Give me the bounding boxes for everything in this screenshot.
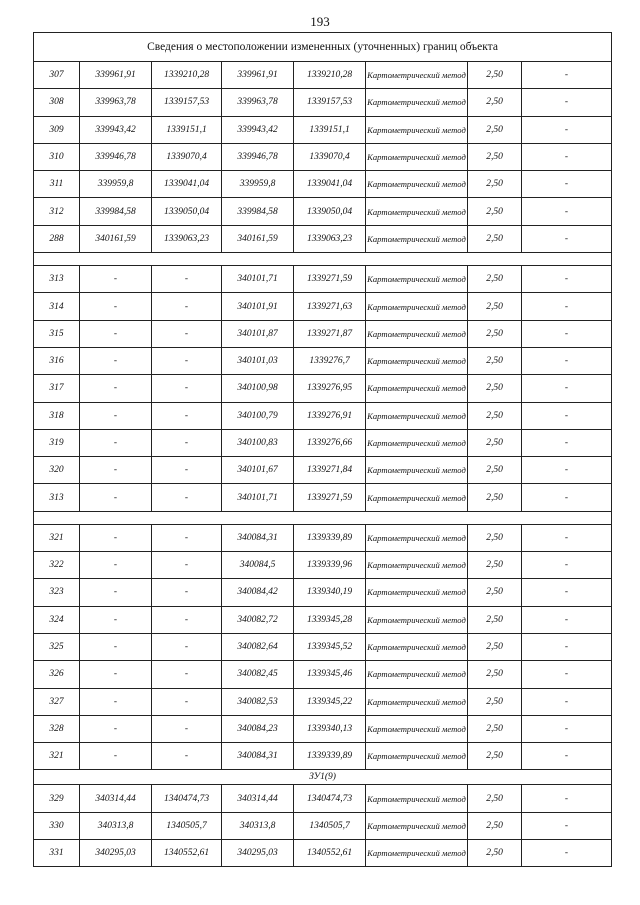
method-cell: Картометрический метод: [366, 484, 468, 511]
table-row: [34, 785, 612, 812]
point-number-cell: 317: [34, 375, 80, 402]
point-number-cell: 321: [34, 743, 80, 770]
y-refined-cell: 1339271,63: [294, 293, 366, 320]
method-cell: Картометрический метод: [366, 743, 468, 770]
table-row: [34, 457, 612, 484]
method-cell: Картометрический метод: [366, 402, 468, 429]
y-existing-cell: -: [152, 688, 222, 715]
y-refined-cell: 1339345,22: [294, 688, 366, 715]
y-refined-cell: 1339151,1: [294, 116, 366, 143]
note-cell: -: [522, 116, 612, 143]
x-existing-cell: -: [80, 524, 152, 551]
y-existing-cell: -: [152, 661, 222, 688]
note-cell: -: [522, 661, 612, 688]
note-cell: -: [522, 143, 612, 170]
accuracy-cell: 2,50: [468, 579, 522, 606]
y-existing-cell: -: [152, 429, 222, 456]
accuracy-cell: 2,50: [468, 840, 522, 867]
y-refined-cell: 1339276,95: [294, 375, 366, 402]
accuracy-cell: 2,50: [468, 375, 522, 402]
x-refined-cell: 340082,64: [222, 633, 294, 660]
y-refined-cell: 1339276,91: [294, 402, 366, 429]
method-cell: Картометрический метод: [366, 840, 468, 867]
point-number-cell: 330: [34, 812, 80, 839]
table-row: [34, 89, 612, 116]
method-cell: Картометрический метод: [366, 375, 468, 402]
x-existing-cell: 340313,8: [80, 812, 152, 839]
point-number-cell: 313: [34, 484, 80, 511]
x-existing-cell: -: [80, 347, 152, 374]
y-existing-cell: -: [152, 552, 222, 579]
x-refined-cell: 339959,8: [222, 171, 294, 198]
table-row: [34, 715, 612, 742]
method-cell: Картометрический метод: [366, 579, 468, 606]
note-cell: -: [522, 402, 612, 429]
point-number-cell: 288: [34, 225, 80, 252]
note-cell: -: [522, 552, 612, 579]
table-row: [34, 743, 612, 770]
y-existing-cell: -: [152, 402, 222, 429]
y-refined-cell: 1339271,59: [294, 266, 366, 293]
table-row: [34, 688, 612, 715]
table-row: [34, 633, 612, 660]
note-cell: -: [522, 171, 612, 198]
note-cell: -: [522, 579, 612, 606]
y-existing-cell: -: [152, 743, 222, 770]
y-existing-cell: 1339070,4: [152, 143, 222, 170]
accuracy-cell: 2,50: [468, 320, 522, 347]
note-cell: -: [522, 347, 612, 374]
y-existing-cell: -: [152, 606, 222, 633]
note-cell: -: [522, 198, 612, 225]
x-existing-cell: 339946,78: [80, 143, 152, 170]
x-existing-cell: 340314,44: [80, 785, 152, 812]
y-existing-cell: -: [152, 320, 222, 347]
note-cell: -: [522, 688, 612, 715]
note-cell: -: [522, 715, 612, 742]
point-number-cell: 324: [34, 606, 80, 633]
accuracy-cell: 2,50: [468, 429, 522, 456]
y-refined-cell: 1339050,04: [294, 198, 366, 225]
x-refined-cell: 340101,87: [222, 320, 294, 347]
x-refined-cell: 340082,53: [222, 688, 294, 715]
y-existing-cell: -: [152, 579, 222, 606]
x-existing-cell: 340295,03: [80, 840, 152, 867]
x-existing-cell: -: [80, 375, 152, 402]
point-number-cell: 320: [34, 457, 80, 484]
x-refined-cell: 339943,42: [222, 116, 294, 143]
point-number-cell: 331: [34, 840, 80, 867]
method-cell: Картометрический метод: [366, 62, 468, 89]
point-number-cell: 328: [34, 715, 80, 742]
accuracy-cell: 2,50: [468, 143, 522, 170]
accuracy-cell: 2,50: [468, 606, 522, 633]
point-number-cell: 310: [34, 143, 80, 170]
y-existing-cell: 1339050,04: [152, 198, 222, 225]
group-separator-row: [34, 253, 612, 266]
x-refined-cell: 340314,44: [222, 785, 294, 812]
x-refined-cell: 340100,79: [222, 402, 294, 429]
note-cell: -: [522, 293, 612, 320]
y-refined-cell: 1339070,4: [294, 143, 366, 170]
accuracy-cell: 2,50: [468, 293, 522, 320]
accuracy-cell: 2,50: [468, 457, 522, 484]
x-refined-cell: 340084,23: [222, 715, 294, 742]
point-number-cell: 309: [34, 116, 80, 143]
x-existing-cell: 339943,42: [80, 116, 152, 143]
method-cell: Картометрический метод: [366, 143, 468, 170]
x-refined-cell: 340101,91: [222, 293, 294, 320]
accuracy-cell: 2,50: [468, 812, 522, 839]
table-row: [34, 143, 612, 170]
accuracy-cell: 2,50: [468, 116, 522, 143]
x-refined-cell: 340295,03: [222, 840, 294, 867]
accuracy-cell: 2,50: [468, 225, 522, 252]
x-refined-cell: 340101,71: [222, 266, 294, 293]
y-refined-cell: 1339271,59: [294, 484, 366, 511]
note-cell: -: [522, 785, 612, 812]
y-existing-cell: -: [152, 293, 222, 320]
y-refined-cell: 1339157,53: [294, 89, 366, 116]
note-cell: -: [522, 62, 612, 89]
x-existing-cell: 339959,8: [80, 171, 152, 198]
accuracy-cell: 2,50: [468, 171, 522, 198]
note-cell: -: [522, 429, 612, 456]
y-refined-cell: 1339063,23: [294, 225, 366, 252]
method-cell: Картометрический метод: [366, 171, 468, 198]
point-number-cell: 311: [34, 171, 80, 198]
accuracy-cell: 2,50: [468, 552, 522, 579]
x-existing-cell: 339963,78: [80, 89, 152, 116]
x-existing-cell: -: [80, 484, 152, 511]
x-existing-cell: -: [80, 633, 152, 660]
table-row: [34, 116, 612, 143]
accuracy-cell: 2,50: [468, 347, 522, 374]
note-cell: -: [522, 457, 612, 484]
x-existing-cell: -: [80, 402, 152, 429]
point-number-cell: 325: [34, 633, 80, 660]
point-number-cell: 307: [34, 62, 80, 89]
accuracy-cell: 2,50: [468, 633, 522, 660]
y-existing-cell: -: [152, 347, 222, 374]
table-row: [34, 812, 612, 839]
x-existing-cell: -: [80, 661, 152, 688]
x-existing-cell: -: [80, 266, 152, 293]
y-refined-cell: 1340505,7: [294, 812, 366, 839]
point-number-cell: 319: [34, 429, 80, 456]
table-row: [34, 402, 612, 429]
group-separator-cell: [34, 253, 612, 266]
point-number-cell: 321: [34, 524, 80, 551]
x-existing-cell: -: [80, 320, 152, 347]
method-cell: Картометрический метод: [366, 429, 468, 456]
x-refined-cell: 339961,91: [222, 62, 294, 89]
y-refined-cell: 1339339,89: [294, 524, 366, 551]
x-refined-cell: 340084,5: [222, 552, 294, 579]
accuracy-cell: 2,50: [468, 785, 522, 812]
x-refined-cell: 340161,59: [222, 225, 294, 252]
table-row: [34, 484, 612, 511]
table-row: [34, 429, 612, 456]
accuracy-cell: 2,50: [468, 661, 522, 688]
point-number-cell: 318: [34, 402, 80, 429]
group-separator-cell: [34, 511, 612, 524]
y-existing-cell: 1340552,61: [152, 840, 222, 867]
y-existing-cell: -: [152, 375, 222, 402]
method-cell: Картометрический метод: [366, 812, 468, 839]
accuracy-cell: 2,50: [468, 524, 522, 551]
x-refined-cell: 340082,45: [222, 661, 294, 688]
x-refined-cell: 340084,31: [222, 524, 294, 551]
x-existing-cell: -: [80, 688, 152, 715]
method-cell: Картометрический метод: [366, 606, 468, 633]
note-cell: -: [522, 743, 612, 770]
y-refined-cell: 1339276,7: [294, 347, 366, 374]
accuracy-cell: 2,50: [468, 266, 522, 293]
y-existing-cell: -: [152, 715, 222, 742]
accuracy-cell: 2,50: [468, 715, 522, 742]
method-cell: Картометрический метод: [366, 524, 468, 551]
y-existing-cell: -: [152, 457, 222, 484]
y-refined-cell: 1339345,46: [294, 661, 366, 688]
point-number-cell: 323: [34, 579, 80, 606]
accuracy-cell: 2,50: [468, 743, 522, 770]
y-refined-cell: 1339210,28: [294, 62, 366, 89]
note-cell: -: [522, 375, 612, 402]
x-refined-cell: 340100,83: [222, 429, 294, 456]
x-existing-cell: -: [80, 715, 152, 742]
y-existing-cell: 1339041,04: [152, 171, 222, 198]
table-row: [34, 524, 612, 551]
y-existing-cell: -: [152, 524, 222, 551]
accuracy-cell: 2,50: [468, 89, 522, 116]
y-refined-cell: 1339340,13: [294, 715, 366, 742]
note-cell: -: [522, 633, 612, 660]
y-refined-cell: 1339339,96: [294, 552, 366, 579]
point-number-cell: 326: [34, 661, 80, 688]
page-number: 193: [310, 14, 330, 29]
y-existing-cell: 1339063,23: [152, 225, 222, 252]
table-row: [34, 579, 612, 606]
y-refined-cell: 1339041,04: [294, 171, 366, 198]
point-number-cell: 308: [34, 89, 80, 116]
boundary-coordinates-table: [33, 32, 612, 867]
x-refined-cell: 340084,31: [222, 743, 294, 770]
method-cell: Картометрический метод: [366, 347, 468, 374]
x-refined-cell: 340100,98: [222, 375, 294, 402]
method-cell: Картометрический метод: [366, 552, 468, 579]
table-row: [34, 266, 612, 293]
point-number-cell: 327: [34, 688, 80, 715]
note-cell: -: [522, 225, 612, 252]
point-number-cell: 315: [34, 320, 80, 347]
x-refined-cell: 339984,58: [222, 198, 294, 225]
y-existing-cell: -: [152, 484, 222, 511]
x-existing-cell: -: [80, 552, 152, 579]
method-cell: Картометрический метод: [366, 633, 468, 660]
y-existing-cell: 1339210,28: [152, 62, 222, 89]
point-number-cell: 312: [34, 198, 80, 225]
y-refined-cell: 1340552,61: [294, 840, 366, 867]
method-cell: Картометрический метод: [366, 457, 468, 484]
method-cell: Картометрический метод: [366, 320, 468, 347]
y-existing-cell: 1339151,1: [152, 116, 222, 143]
table-title: Сведения о местоположении измененных (уточненных) границ объекта: [34, 33, 612, 62]
x-existing-cell: 340161,59: [80, 225, 152, 252]
method-cell: Картометрический метод: [366, 293, 468, 320]
y-existing-cell: 1339157,53: [152, 89, 222, 116]
point-number-cell: 313: [34, 266, 80, 293]
accuracy-cell: 2,50: [468, 484, 522, 511]
x-refined-cell: 339963,78: [222, 89, 294, 116]
x-existing-cell: -: [80, 743, 152, 770]
note-cell: -: [522, 606, 612, 633]
note-cell: -: [522, 812, 612, 839]
table-row: [34, 661, 612, 688]
x-refined-cell: 340101,03: [222, 347, 294, 374]
accuracy-cell: 2,50: [468, 402, 522, 429]
table-row: [34, 293, 612, 320]
method-cell: Картометрический метод: [366, 266, 468, 293]
note-cell: -: [522, 89, 612, 116]
table-row: [34, 171, 612, 198]
table-row: [34, 225, 612, 252]
accuracy-cell: 2,50: [468, 62, 522, 89]
method-cell: Картометрический метод: [366, 715, 468, 742]
x-existing-cell: 339984,58: [80, 198, 152, 225]
table-row: [34, 198, 612, 225]
note-cell: -: [522, 320, 612, 347]
x-refined-cell: 340082,72: [222, 606, 294, 633]
x-refined-cell: 339946,78: [222, 143, 294, 170]
method-cell: Картометрический метод: [366, 785, 468, 812]
method-cell: Картометрический метод: [366, 116, 468, 143]
table-row: [34, 552, 612, 579]
y-existing-cell: -: [152, 633, 222, 660]
point-number-cell: 329: [34, 785, 80, 812]
section-label: ЗУ1(9): [34, 770, 612, 785]
x-existing-cell: -: [80, 579, 152, 606]
table-row: [34, 840, 612, 867]
point-number-cell: 322: [34, 552, 80, 579]
note-cell: -: [522, 484, 612, 511]
accuracy-cell: 2,50: [468, 688, 522, 715]
point-number-cell: 316: [34, 347, 80, 374]
y-refined-cell: 1340474,73: [294, 785, 366, 812]
y-refined-cell: 1339345,52: [294, 633, 366, 660]
table-row: [34, 347, 612, 374]
x-existing-cell: -: [80, 429, 152, 456]
y-existing-cell: 1340505,7: [152, 812, 222, 839]
y-existing-cell: -: [152, 266, 222, 293]
method-cell: Картометрический метод: [366, 198, 468, 225]
y-existing-cell: 1340474,73: [152, 785, 222, 812]
x-refined-cell: 340101,67: [222, 457, 294, 484]
y-refined-cell: 1339345,28: [294, 606, 366, 633]
accuracy-cell: 2,50: [468, 198, 522, 225]
x-existing-cell: -: [80, 606, 152, 633]
x-existing-cell: 339961,91: [80, 62, 152, 89]
y-refined-cell: 1339340,19: [294, 579, 366, 606]
note-cell: -: [522, 266, 612, 293]
x-refined-cell: 340101,71: [222, 484, 294, 511]
point-number-cell: 314: [34, 293, 80, 320]
table-row: [34, 62, 612, 89]
y-refined-cell: 1339271,84: [294, 457, 366, 484]
group-separator-row: [34, 511, 612, 524]
table-row: [34, 606, 612, 633]
table-row: [34, 320, 612, 347]
method-cell: Картометрический метод: [366, 688, 468, 715]
x-refined-cell: 340084,42: [222, 579, 294, 606]
x-refined-cell: 340313,8: [222, 812, 294, 839]
note-cell: -: [522, 524, 612, 551]
y-refined-cell: 1339339,89: [294, 743, 366, 770]
table-row: [34, 375, 612, 402]
y-refined-cell: 1339276,66: [294, 429, 366, 456]
x-existing-cell: -: [80, 293, 152, 320]
y-refined-cell: 1339271,87: [294, 320, 366, 347]
method-cell: Картометрический метод: [366, 89, 468, 116]
x-existing-cell: -: [80, 457, 152, 484]
method-cell: Картометрический метод: [366, 225, 468, 252]
note-cell: -: [522, 840, 612, 867]
method-cell: Картометрический метод: [366, 661, 468, 688]
